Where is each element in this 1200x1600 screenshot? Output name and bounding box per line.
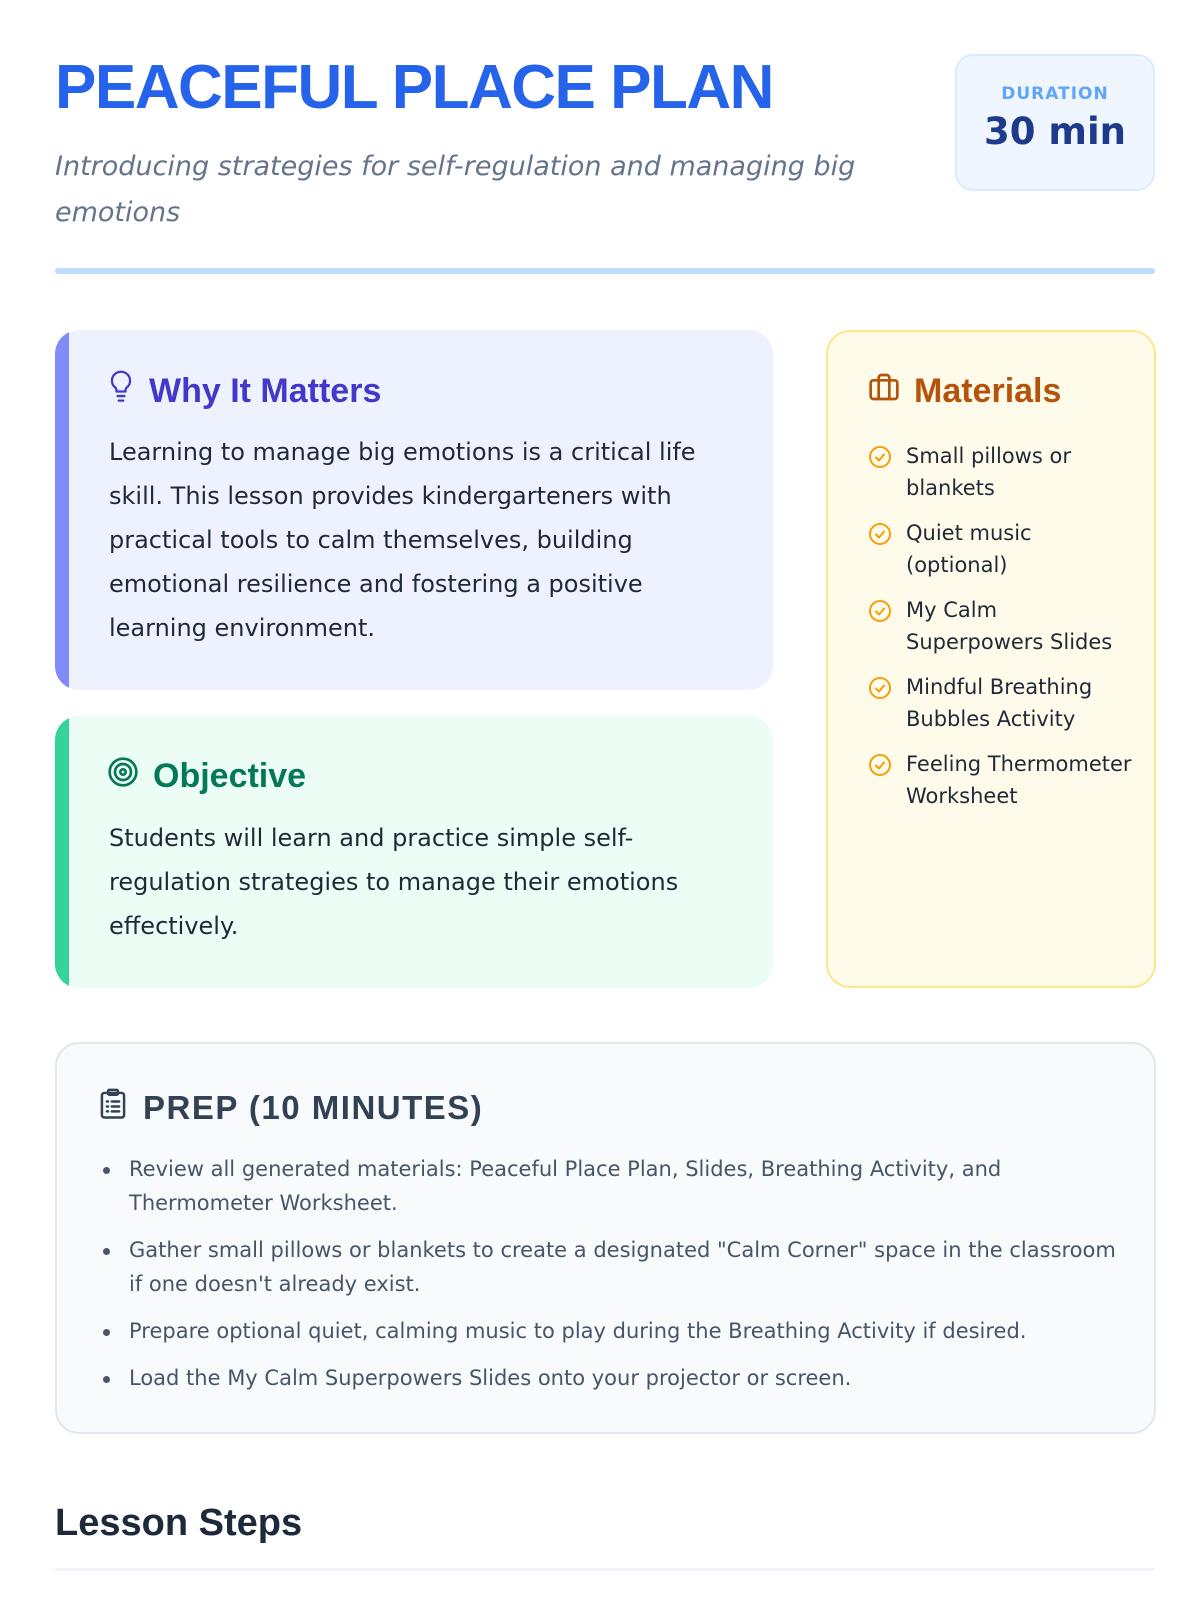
prep-item-text: Review all generated materials: Peaceful Place Plan, Slides, Breathing Activity, and Thermometer Worksheet. <box>129 1157 1002 1215</box>
objective-card <box>55 716 773 988</box>
check-circle-icon <box>868 753 894 781</box>
material-item-text: Quiet music (optional) <box>906 521 1032 577</box>
duration-value: 30 min <box>984 110 1126 153</box>
check-circle-icon <box>868 445 894 473</box>
objective-title-text: Objective <box>153 757 307 795</box>
lesson-header <box>55 54 1155 274</box>
prep-title <box>99 1088 483 1128</box>
lightbulb-icon <box>107 370 149 413</box>
why-it-matters-card <box>55 330 773 690</box>
lesson-steps-heading: Lesson Steps <box>55 1502 303 1544</box>
prep-item-text: Gather small pillows or blankets to create a designated "Calm Corner" space in the classroom if one doesn't already exist. <box>129 1238 1116 1296</box>
list-item <box>99 1361 1119 1395</box>
materials-title <box>868 372 1061 411</box>
material-item-text: Small pillows or blankets <box>906 444 1071 500</box>
prep-title-text: PREP (10 MINUTES) <box>143 1089 484 1126</box>
why-it-matters-title <box>107 370 381 413</box>
bullet-dot <box>103 1248 110 1255</box>
list-item <box>868 440 1138 504</box>
objective-accent-bar <box>55 716 69 988</box>
page-title: PEACEFUL PLACE PLAN <box>55 53 773 122</box>
why-it-matters-title-text: Why It Matters <box>149 372 382 410</box>
list-item <box>868 671 1138 735</box>
material-item-text: Feeling Thermometer Worksheet <box>906 752 1132 808</box>
check-circle-icon <box>868 599 894 627</box>
materials-card <box>826 330 1156 988</box>
header-divider <box>55 268 1155 274</box>
check-circle-icon <box>868 676 894 704</box>
list-item <box>99 1152 1119 1220</box>
prep-item-text: Load the My Calm Superpowers Slides onto your projector or screen. <box>129 1366 852 1390</box>
duration-label: DURATION <box>1001 84 1109 104</box>
list-item <box>868 517 1138 581</box>
material-item-text: My Calm Superpowers Slides <box>906 598 1113 654</box>
materials-list <box>868 440 1138 825</box>
list-item <box>868 748 1138 812</box>
list-item <box>99 1314 1119 1348</box>
bullet-dot <box>103 1376 110 1383</box>
briefcase-icon <box>868 372 914 411</box>
why-it-matters-body: Learning to manage big emotions is a critical life skill. This lesson provides kindergarteners with practical tools to calm themselves, building emotional resilience and fostering a positive learning environment. <box>109 438 696 642</box>
why-accent-bar <box>55 330 69 690</box>
clipboard-icon <box>99 1088 143 1128</box>
check-circle-icon <box>868 522 894 550</box>
target-icon <box>107 756 153 797</box>
prep-item-text: Prepare optional quiet, calming music to play during the Breathing Activity if desired. <box>129 1319 1027 1343</box>
bullet-dot <box>103 1167 110 1174</box>
material-item-text: Mindful Breathing Bubbles Activity <box>906 675 1093 731</box>
objective-body: Students will learn and practice simple self-regulation strategies to manage their emotions effectively. <box>109 824 679 940</box>
duration-badge <box>955 54 1155 191</box>
objective-title <box>107 756 306 797</box>
materials-title-text: Materials <box>914 372 1062 410</box>
prep-list <box>99 1152 1119 1408</box>
bullet-dot <box>103 1329 110 1336</box>
list-item <box>99 1233 1119 1301</box>
prep-card <box>55 1042 1156 1434</box>
page-subtitle: Introducing strategies for self-regulation and managing big emotions <box>55 151 856 228</box>
lesson-steps-divider <box>55 1568 1155 1571</box>
list-item <box>868 594 1138 658</box>
